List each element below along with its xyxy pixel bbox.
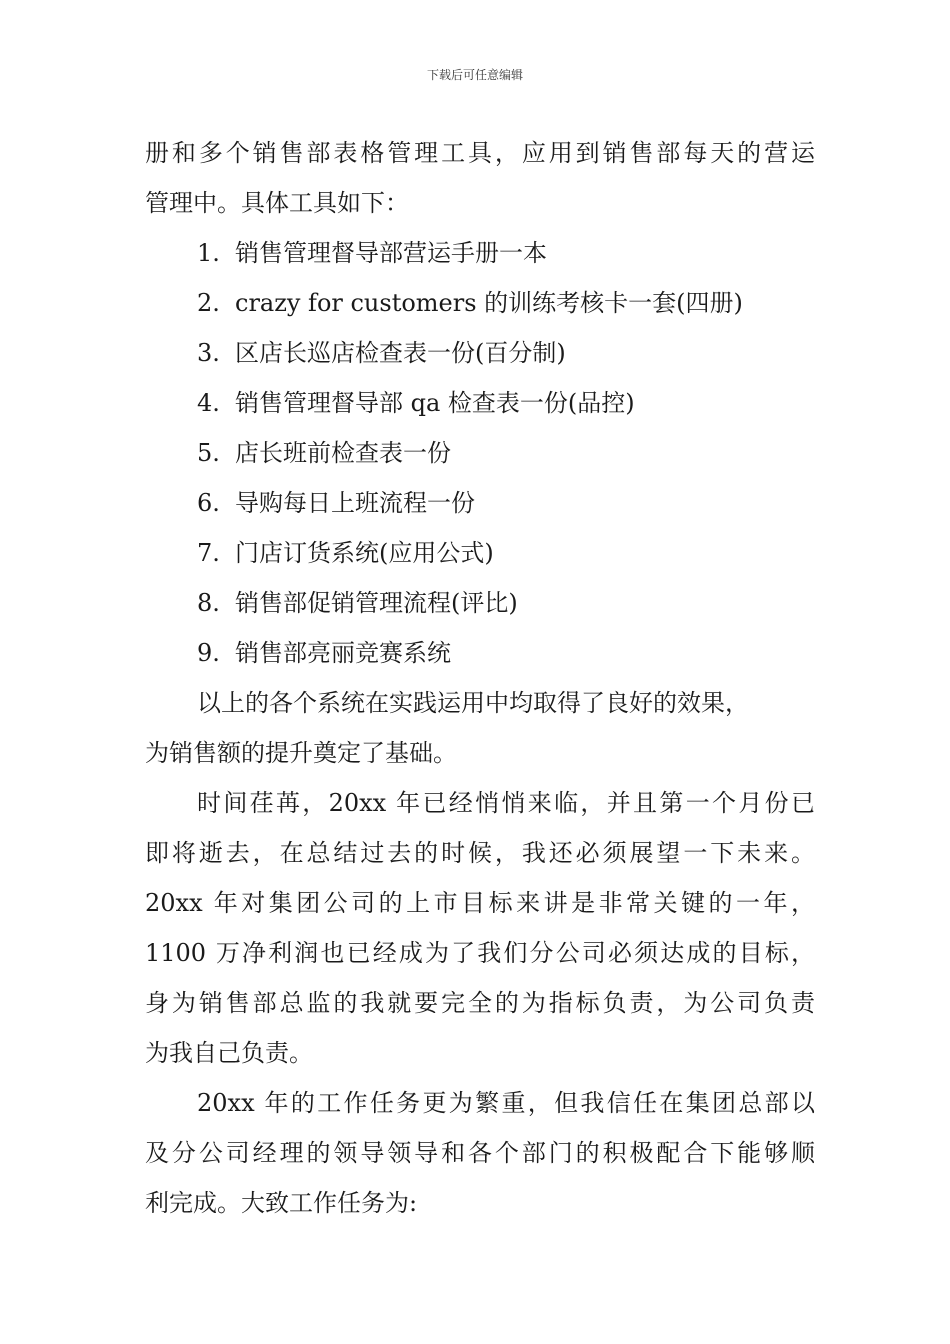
list-item bbox=[145, 378, 815, 428]
list-number: 1. bbox=[197, 239, 220, 267]
list-number: 7. bbox=[197, 539, 220, 567]
list-text: 导购每日上班流程一份 bbox=[235, 489, 475, 517]
paragraph-line: 1100 万净利润也已经成为了我们分公司必须达成的目标， bbox=[145, 939, 815, 967]
list-item bbox=[145, 578, 815, 628]
paragraph-line: 身为销售部总监的我就要完全的为指标负责，为公司负责 bbox=[145, 989, 815, 1017]
list-number: 6. bbox=[197, 489, 220, 517]
paragraph-line: 为销售额的提升奠定了基础。 bbox=[145, 739, 457, 767]
paragraph-line: 为我自己负责。 bbox=[145, 1039, 313, 1067]
list-number: 5. bbox=[197, 439, 220, 467]
paragraph-line: 册和多个销售部表格管理工具，应用到销售部每天的营运 bbox=[145, 139, 815, 167]
list-number: 2. bbox=[197, 289, 220, 317]
paragraph-line: 20xx 年对集团公司的上市目标来讲是非常关键的一年， bbox=[145, 889, 815, 917]
paragraph-line: 及分公司经理的领导领导和各个部门的积极配合下能够顺 bbox=[145, 1139, 815, 1167]
list-item bbox=[145, 628, 815, 678]
list-item bbox=[145, 328, 815, 378]
list-item bbox=[145, 428, 815, 478]
document-body bbox=[145, 128, 815, 1228]
list-text: crazy for customers 的训练考核卡一套(四册) bbox=[235, 289, 743, 317]
list-number: 9. bbox=[197, 639, 220, 667]
list-text: 区店长巡店检查表一份(百分制) bbox=[235, 339, 566, 367]
list-number: 4. bbox=[197, 389, 220, 417]
list-text: 销售管理督导部 qa 检查表一份(品控) bbox=[235, 389, 635, 417]
list-item bbox=[145, 528, 815, 578]
paragraph-line: 时间荏苒，20xx 年已经悄悄来临，并且第一个月份已 bbox=[197, 789, 815, 817]
list-text: 门店订货系统(应用公式) bbox=[235, 539, 494, 567]
list-text: 销售部亮丽竞赛系统 bbox=[235, 639, 451, 667]
list-text: 销售管理督导部营运手册一本 bbox=[235, 239, 547, 267]
list-text: 销售部促销管理流程(评比) bbox=[235, 589, 518, 617]
paragraph-line: 即将逝去，在总结过去的时候，我还必须展望一下未来。 bbox=[145, 839, 815, 867]
list-number: 3. bbox=[197, 339, 220, 367]
paragraph-line: 利完成。大致工作任务为: bbox=[145, 1189, 418, 1217]
paragraph-line: 管理中。具体工具如下： bbox=[145, 189, 409, 217]
paragraph-line: 20xx 年的工作任务更为繁重，但我信任在集团总部以 bbox=[197, 1089, 815, 1117]
page-header: 下载后可任意编辑 bbox=[426, 68, 523, 82]
paragraph-line: 以上的各个系统在实践运用中均取得了良好的效果， bbox=[197, 689, 749, 717]
list-number: 8. bbox=[197, 589, 220, 617]
list-item bbox=[145, 228, 815, 278]
list-item bbox=[145, 278, 815, 328]
list-text: 店长班前检查表一份 bbox=[235, 439, 451, 467]
list-item bbox=[145, 478, 815, 528]
